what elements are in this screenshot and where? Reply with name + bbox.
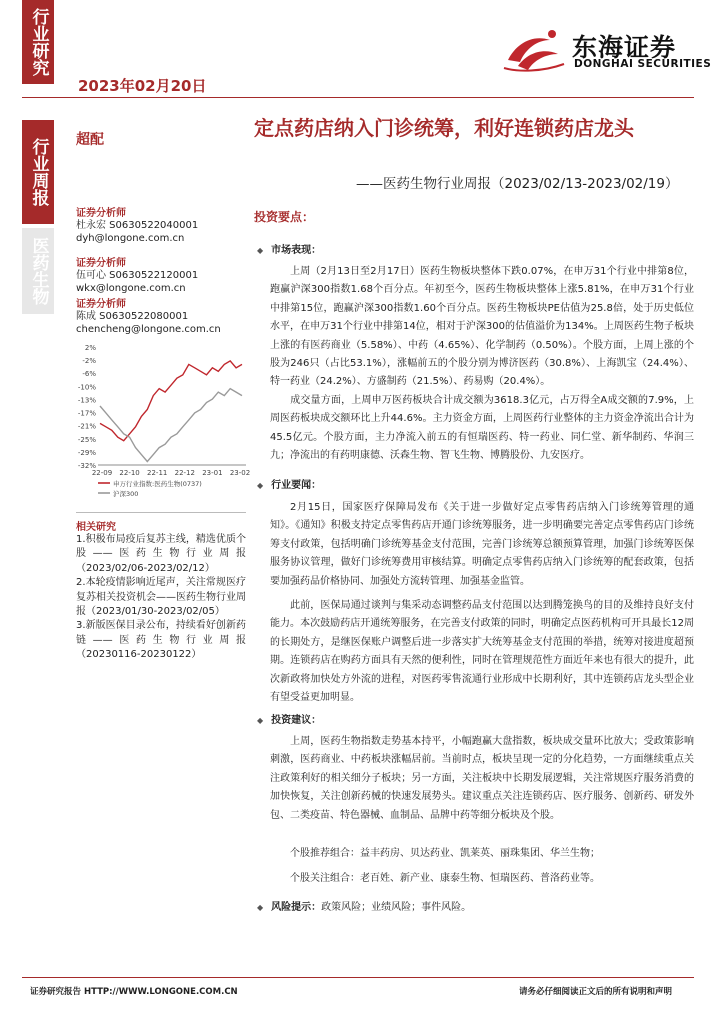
related-item[interactable]: 3.新版医保目录公布，持续看好创新药链——医药生物行业周报（20230116-20230122） <box>76 620 246 661</box>
related-item[interactable]: 1.积极布局疫后复苏主线，精选优质个股——医药生物行业周报（2023/02/06-2023/02/12） <box>76 534 246 574</box>
related-title: 相关研究 <box>76 522 116 533</box>
x-tick-label: 22-11 <box>147 469 168 477</box>
analyst-name-id: 陈成 S0630522080001 <box>76 311 189 322</box>
logo-cn-text: 东海证券 <box>572 33 677 62</box>
analyst-block <box>76 204 246 336</box>
market-p2-text: 成交量方面，上周申万医药板块合计成交额为3618.3亿元，占万得全A成交额的7.9%，上周医药板块成交额环比上升44.6%。主力资金方面，上周医药行业整体的主力资金净流出合计为45.5亿元。个股方面，主力净流入前五的有恒瑞医药、特一药业、同仁堂、新华制药、华润三九；净流出的有药明康德、沃森生物、智飞生物、博腾股份、九安医疗。 <box>270 395 694 462</box>
y-tick-label: -2% <box>82 357 96 366</box>
market-p1-text: 上周（2月13日至2月17日）医药生物板块整体下跌0.07%，在申万31个行业中排第8位，跑赢沪深300指数1.68个百分点。年初至今，医药生物板块整体上涨5.81%，在申万31个行业中排第15位，跑赢沪深300指数1.60个百分点。医药生物板块PE估值为25.8倍，处于历史低位水平，在申万31个行业中排第14位，相对于沪深300的估值溢价为134%。上周医药生物子板块上涨的有医药商业（5.58%）、中药（4.65%）、化学制药（0.50%）。个股方面，上周上涨的个股为246只（占比53.1%），涨幅前五的个股分别为博济医药（30.8%）、上海凯宝（24.4%）、特一药业（24.2%）、方盛制药（21.5%）、药易购（20.4%）。 <box>270 266 694 388</box>
market-heading <box>257 241 321 256</box>
side-tab-pharma <box>22 228 54 314</box>
report-date: 2023年02月20日 <box>78 77 207 95</box>
footer-left: 证券研究报告 HTTP://WWW.LONGONE.COM.CN <box>30 987 238 997</box>
invest-p3-text: 个股关注组合：老百姓、新产业、康泰生物、恒瑞医药、普洛药业等。 <box>290 873 600 884</box>
y-tick-label: -13% <box>77 396 96 405</box>
news-label: 行业要闻： <box>271 480 322 491</box>
risk-heading <box>257 898 471 913</box>
invest-paragraph-3 <box>270 870 694 888</box>
y-tick-label: -32% <box>77 462 96 470</box>
side-tab-weekly-report <box>22 120 54 224</box>
header-divider <box>22 97 694 98</box>
performance-chart <box>76 335 251 507</box>
side-tab-text: 行业周报 <box>28 138 49 206</box>
analyst-email[interactable]: wkx@longone.com.cn <box>76 283 186 294</box>
bullet-icon: ◆ <box>257 716 264 725</box>
donghai-logo-icon <box>498 20 570 76</box>
y-tick-label: 2% <box>84 344 96 352</box>
report-subtitle: ——医药生物行业周报（2023/02/13-2023/02/19） <box>356 176 679 192</box>
y-tick-label: -21% <box>77 422 96 431</box>
news-heading <box>257 476 321 491</box>
risk-text: 政策风险；业绩风险；事件风险。 <box>321 902 472 913</box>
market-paragraph-2 <box>270 392 694 466</box>
side-tab-text: 医药生物 <box>28 237 49 305</box>
invest-label: 投资建议： <box>271 715 322 726</box>
analyst-label: 证券分析师 <box>76 299 126 310</box>
report-title: 定点药店纳入门诊统筹，利好连锁药店龙头 <box>254 116 634 140</box>
news-paragraph-2 <box>270 597 694 707</box>
footer-right: 请务必仔细阅读正文后的所有说明和声明 <box>519 987 673 997</box>
invest-heading <box>257 711 321 726</box>
x-tick-label: 23-01 <box>202 469 223 477</box>
news-p1-text: 2月15日，国家医疗保障局发布《关于进一步做好定点零售药店纳入门诊统筹管理的通知》。《通知》积极支持定点零售药店开通门诊统筹服务，进一步明确要完善定点零售药店门诊统筹支付政策，包括明确门诊统筹基金支付范围，完善门诊统筹总额预算管理，加强门诊统筹医保服务协议管理，做好门诊统筹费用审核结算。明确定点零售药店纳入门诊统筹的配套政策，包括要加强药品价格协同、加强处方流转管理、加强基金监管。 <box>270 502 694 587</box>
side-tab-industry-research <box>22 0 54 84</box>
analyst-label: 证券分析师 <box>76 258 126 269</box>
analyst-email[interactable]: dyh@longone.com.cn <box>76 233 185 244</box>
invest-paragraph-1 <box>270 733 694 825</box>
market-paragraph-1 <box>270 263 694 392</box>
key-points-title: 投资要点： <box>254 210 315 224</box>
x-tick-label: 22-10 <box>119 469 140 477</box>
side-tab-text: 行业研究 <box>28 8 49 76</box>
legend-label: 沪深300 <box>113 490 139 498</box>
bullet-icon: ◆ <box>257 903 264 912</box>
y-tick-label: -17% <box>77 409 96 418</box>
risk-label: 风险提示： <box>271 902 322 913</box>
y-tick-label: -10% <box>77 383 96 392</box>
invest-paragraph-2 <box>270 845 694 863</box>
legend-label: 申万行业指数:医药生物(0737) <box>113 480 202 488</box>
invest-p1-text: 上周，医药生物指数走势基本持平，小幅跑赢大盘指数，板块成交量环比放大；受政策影响刺激，医药商业、中药板块涨幅居前。当前时点，板块呈现一定的分化趋势，一方面继续重点关注政策利好的相关细分子板块；另一方面，关注板块中长期发展逻辑，关注常规医疗服务消费的加快恢复，关注创新药械的快速发展势头。建议重点关注连锁药店、医疗服务、创新药、研发外包、二类疫苗、特色器械、血制品、品牌中药等细分板块及个股。 <box>270 736 694 821</box>
bullet-icon: ◆ <box>257 481 264 490</box>
y-tick-label: -6% <box>82 370 96 379</box>
series-line <box>100 389 242 462</box>
market-label: 市场表现： <box>271 245 322 256</box>
invest-p2-text: 个股推荐组合：益丰药房、贝达药业、凯莱英、丽珠集团、华兰生物； <box>290 848 600 859</box>
x-tick-label: 23-02 <box>229 469 251 477</box>
related-divider <box>76 512 246 513</box>
analyst-label: 证券分析师 <box>76 208 126 219</box>
analyst-name-id: 杜永宏 S0630522040001 <box>76 220 199 231</box>
related-item[interactable]: 2.本轮疫情影响近尾声，关注常规医疗复苏相关投资机会——医药生物行业周报（2023/01/30-2023/02/05） <box>76 577 246 618</box>
analyst-3 <box>76 295 246 336</box>
x-tick-label: 22-12 <box>174 469 195 477</box>
analyst-email[interactable]: chencheng@longone.com.cn <box>76 324 221 335</box>
rating: 超配 <box>76 132 104 148</box>
analyst-1 <box>76 204 246 245</box>
news-p2-text: 此前，医保局通过谈判与集采动态调整药品支付范围以达到腾笼换鸟的目的及维持良好支付能力。本次鼓励药店开通统筹服务，在完善支付政策的同时，明确定点医药机构可开具最长12周的长期处方，是继医保账户调整后进一步落实扩大统筹基金支付范围的举措，统筹对接进度超预期。连锁药店在购药方面具有天然的便利性，同时在管理规范性方面近年来也有很大的提升，此次新政将加快处方外流的进程，对医药零售流通行业形成中长期利好，其中连锁药店龙头型企业有望受益更加明显。 <box>270 600 694 704</box>
analyst-2 <box>76 254 246 295</box>
x-tick-label: 22-09 <box>91 469 113 477</box>
y-tick-label: -25% <box>77 435 96 444</box>
related-list <box>76 533 246 663</box>
news-paragraph-1 <box>270 499 694 591</box>
footer-divider <box>22 977 694 978</box>
series-line <box>100 361 242 441</box>
logo-en-text: DONGHAI SECURITIES <box>574 58 712 70</box>
analyst-name-id: 伍可心 S0630522120001 <box>76 270 199 281</box>
bullet-icon: ◆ <box>257 246 264 255</box>
y-tick-label: -29% <box>77 448 96 457</box>
